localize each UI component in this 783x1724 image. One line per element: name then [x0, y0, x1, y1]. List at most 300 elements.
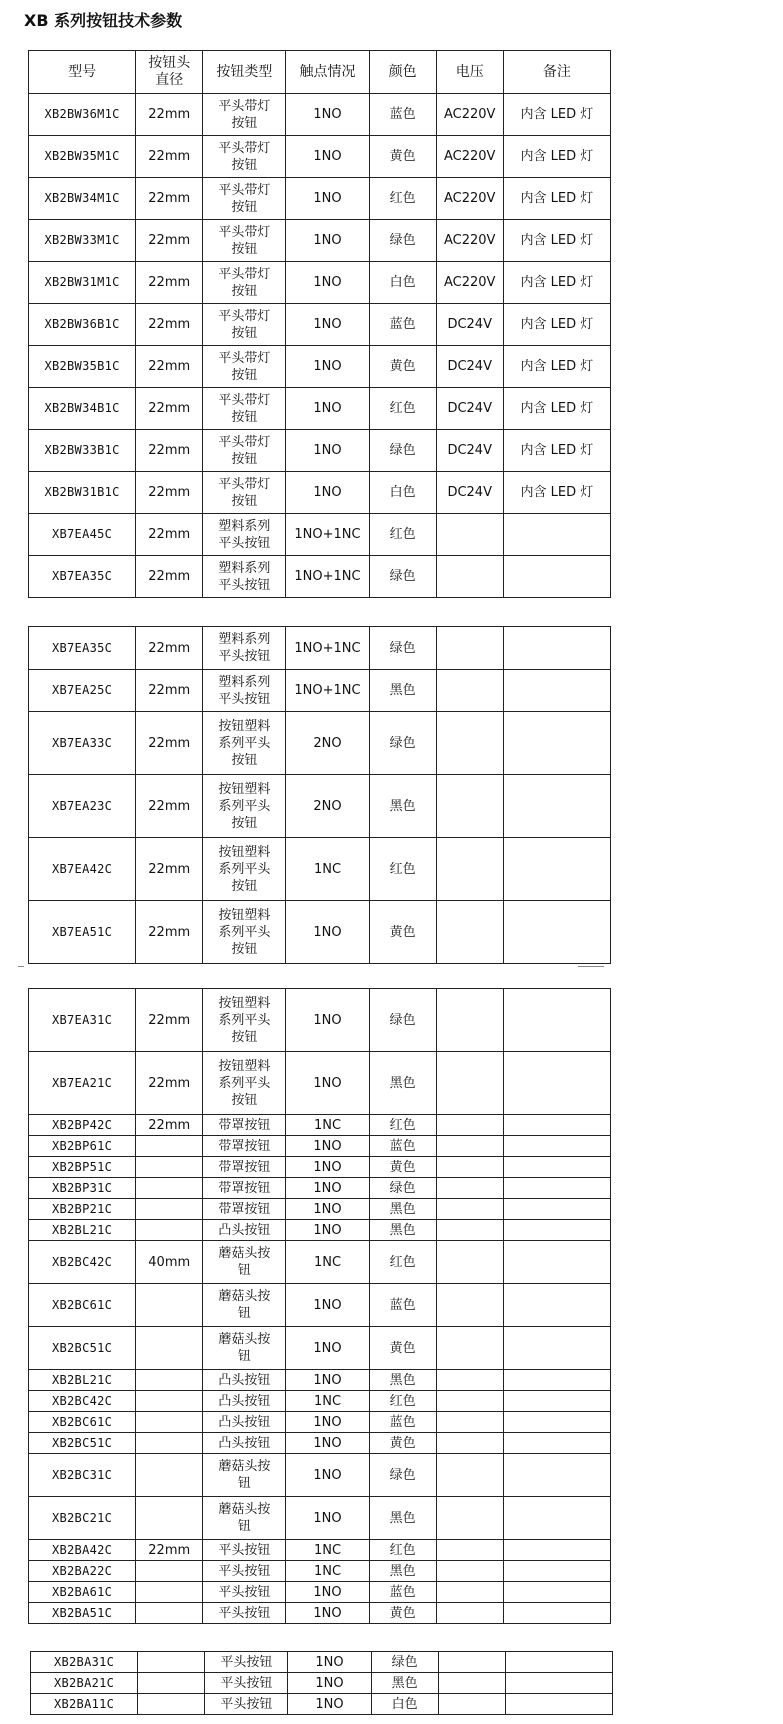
table-row — [29, 1433, 611, 1454]
cell-color: 黄色 — [369, 901, 436, 964]
cell-contact: 1NC — [286, 1391, 369, 1412]
table-row — [29, 1582, 611, 1603]
cell-model: XB2BA61C — [29, 1582, 136, 1603]
cell-dia: 22mm — [136, 989, 203, 1052]
cell-model: XB2BW34M1C — [29, 178, 136, 220]
cell-note: 内含 LED 灯 — [503, 178, 610, 220]
cell-model: XB7EA21C — [29, 1052, 136, 1115]
table-row — [29, 1412, 611, 1433]
cell-color: 红色 — [369, 388, 436, 430]
cell-text-line: 系列平头 — [218, 861, 271, 877]
cell-voltage: AC220V — [436, 178, 503, 220]
cell-note — [503, 556, 610, 598]
cell-type: 凸头按钮 — [203, 1370, 286, 1391]
cell-color: 红色 — [369, 838, 436, 901]
cell-note — [503, 838, 610, 901]
cell-color: 黄色 — [369, 136, 436, 178]
cell-note — [503, 1582, 610, 1603]
cell-type — [203, 514, 286, 556]
cell-color: 绿色 — [369, 1178, 436, 1199]
table-row — [29, 838, 611, 901]
cell-type — [203, 388, 286, 430]
table-row — [29, 670, 611, 712]
cell-dia: 22mm — [136, 262, 203, 304]
cell-type — [203, 304, 286, 346]
cell-contact: 1NO — [288, 1673, 371, 1694]
cell-type — [203, 220, 286, 262]
cell-text-line: 塑料系列 — [218, 560, 271, 576]
cell-text-line: 塑料系列 — [218, 674, 271, 690]
cell-text-line: 钮 — [237, 1519, 251, 1534]
page-title: XB 系列按钮技术参数 — [24, 11, 183, 30]
cell-note — [503, 1284, 610, 1327]
cell-dia — [136, 1220, 203, 1241]
cell-note — [503, 1497, 610, 1540]
cell-voltage — [436, 1370, 503, 1391]
cell-note — [503, 1327, 610, 1370]
cell-voltage: AC220V — [436, 94, 503, 136]
cell-contact: 1NO — [286, 1178, 369, 1199]
table-row — [29, 388, 611, 430]
cell-contact: 1NO+1NC — [286, 556, 369, 598]
cell-contact: 1NO — [286, 1157, 369, 1178]
cell-model: XB2BC42C — [29, 1391, 136, 1412]
cell-text-line: 按钮 — [231, 752, 258, 768]
cell-color: 红色 — [369, 1540, 436, 1561]
spec-table-section-4 — [30, 1651, 613, 1715]
cell-contact: 1NC — [286, 838, 369, 901]
cell-voltage — [436, 1220, 503, 1241]
column-header — [136, 51, 203, 94]
cell-note: 内含 LED 灯 — [503, 430, 610, 472]
cell-dia — [136, 1178, 203, 1199]
cell-color: 蓝色 — [369, 94, 436, 136]
table-row — [29, 1603, 611, 1624]
cell-dia: 22mm — [136, 775, 203, 838]
cell-contact: 1NO — [286, 178, 369, 220]
cell-note — [505, 1652, 612, 1673]
cell-text-line: 平头按钮 — [218, 691, 271, 707]
cell-voltage — [436, 1157, 503, 1178]
cell-text-line: 按钮塑料 — [218, 781, 271, 797]
cell-voltage — [438, 1694, 505, 1715]
cell-voltage — [436, 627, 503, 670]
cell-contact: 2NO — [286, 712, 369, 775]
cell-model: XB2BC31C — [29, 1454, 136, 1497]
cell-text-line: 平头带灯 — [218, 140, 271, 156]
cell-color: 黄色 — [369, 346, 436, 388]
cell-model: XB2BL21C — [29, 1370, 136, 1391]
cell-color: 红色 — [369, 1115, 436, 1136]
cell-model: XB2BA31C — [31, 1652, 138, 1673]
cell-text-line: 平头带灯 — [218, 434, 271, 450]
table-row — [29, 178, 611, 220]
cell-text-line: 钮 — [237, 1263, 251, 1278]
cell-note — [503, 670, 610, 712]
cell-text-line: 按钮 — [231, 325, 258, 341]
cell-text-line: 平头带灯 — [218, 350, 271, 366]
cell-text-line: 平头按钮 — [218, 535, 271, 551]
cell-text-line: 按钮 — [231, 241, 258, 257]
cell-color: 黑色 — [369, 775, 436, 838]
cell-text-line: 蘑菇头按 — [218, 1332, 271, 1347]
cell-type — [203, 989, 286, 1052]
cell-text-line: 平头带灯 — [218, 98, 271, 114]
cell-text-line: 平头按钮 — [218, 649, 271, 664]
cell-note — [505, 1694, 612, 1715]
cell-text-line: 按钮塑料 — [218, 844, 271, 860]
cell-type: 凸头按钮 — [203, 1433, 286, 1454]
cell-contact: 1NO — [286, 1052, 369, 1115]
cell-text-line: 系列平头 — [218, 798, 271, 814]
cell-contact: 1NO — [286, 388, 369, 430]
table-row — [29, 262, 611, 304]
cell-voltage: AC220V — [436, 262, 503, 304]
cell-note — [503, 1052, 610, 1115]
cell-text-line: 按钮 — [231, 451, 258, 467]
cell-text-line: 系列平头 — [218, 1012, 271, 1028]
page-break-line — [578, 966, 604, 967]
cell-note: 内含 LED 灯 — [503, 262, 610, 304]
cell-model: XB2BW31M1C — [29, 262, 136, 304]
cell-text-line: 蘑菇头按 — [218, 1246, 271, 1261]
spec-table-section-2 — [28, 626, 611, 964]
table-row — [29, 94, 611, 136]
cell-model: XB2BW34B1C — [29, 388, 136, 430]
cell-type — [203, 1284, 286, 1327]
cell-dia: 22mm — [136, 838, 203, 901]
cell-voltage — [436, 1052, 503, 1115]
cell-model: XB7EA51C — [29, 901, 136, 964]
cell-color: 黑色 — [369, 1199, 436, 1220]
cell-dia — [136, 1412, 203, 1433]
spec-table-section-1 — [28, 50, 611, 598]
cell-voltage — [436, 712, 503, 775]
cell-contact: 1NC — [286, 1241, 369, 1284]
table-row — [31, 1673, 613, 1694]
cell-contact: 1NO+1NC — [286, 514, 369, 556]
column-header — [203, 51, 286, 94]
cell-dia: 40mm — [136, 1241, 203, 1284]
cell-model: XB2BA11C — [31, 1694, 138, 1715]
table-row — [29, 304, 611, 346]
cell-note — [503, 1433, 610, 1454]
cell-text-line: 按钮塑料 — [218, 995, 271, 1011]
cell-color: 绿色 — [369, 989, 436, 1052]
cell-color: 黄色 — [369, 1157, 436, 1178]
cell-voltage — [436, 775, 503, 838]
cell-dia — [138, 1652, 205, 1673]
cell-model: XB7EA35C — [29, 627, 136, 670]
cell-color: 白色 — [371, 1694, 438, 1715]
table-row — [29, 901, 611, 964]
cell-text-line: 平头带灯 — [218, 476, 271, 492]
cell-type: 平头按钮 — [203, 1582, 286, 1603]
cell-type — [203, 94, 286, 136]
cell-color: 黄色 — [369, 1603, 436, 1624]
spec-table-section-3 — [28, 988, 611, 1624]
cell-type: 带罩按钮 — [203, 1199, 286, 1220]
cell-type: 带罩按钮 — [203, 1157, 286, 1178]
cell-model: XB7EA25C — [29, 670, 136, 712]
cell-note — [503, 1241, 610, 1284]
column-header-text: 按钮头 — [148, 55, 191, 71]
cell-model: XB2BW36B1C — [29, 304, 136, 346]
cell-color: 蓝色 — [369, 1136, 436, 1157]
table-row — [29, 1327, 611, 1370]
cell-model: XB2BA22C — [29, 1561, 136, 1582]
cell-type: 带罩按钮 — [203, 1178, 286, 1199]
cell-note — [503, 627, 610, 670]
table-row — [29, 472, 611, 514]
cell-text-line: 钮 — [237, 1476, 251, 1491]
cell-contact: 1NO — [286, 1603, 369, 1624]
cell-color: 绿色 — [369, 556, 436, 598]
cell-type — [203, 472, 286, 514]
column-header-text: 颜色 — [388, 63, 417, 80]
cell-type — [203, 1454, 286, 1497]
cell-voltage — [436, 1178, 503, 1199]
column-header-text: 按钮类型 — [216, 63, 273, 80]
cell-dia: 22mm — [136, 1052, 203, 1115]
cell-dia — [136, 1582, 203, 1603]
table-row — [29, 1178, 611, 1199]
cell-contact: 1NO — [286, 220, 369, 262]
cell-contact: 1NO — [286, 1433, 369, 1454]
cell-note — [503, 775, 610, 838]
cell-model: XB7EA45C — [29, 514, 136, 556]
cell-voltage — [436, 1540, 503, 1561]
cell-voltage: AC220V — [436, 136, 503, 178]
column-header-text: 备注 — [542, 63, 571, 80]
table-row — [29, 1052, 611, 1115]
cell-model: XB2BW35B1C — [29, 346, 136, 388]
cell-model: XB2BP42C — [29, 1115, 136, 1136]
cell-note — [503, 901, 610, 964]
cell-model: XB7EA42C — [29, 838, 136, 901]
cell-text-line: 按钮 — [231, 815, 258, 831]
cell-text-line: 按钮 — [231, 1092, 258, 1108]
cell-contact: 1NO — [286, 989, 369, 1052]
page-break-line — [18, 966, 24, 967]
cell-contact: 1NO — [286, 430, 369, 472]
cell-dia: 22mm — [136, 178, 203, 220]
cell-color: 绿色 — [369, 627, 436, 670]
cell-dia — [136, 1199, 203, 1220]
cell-dia: 22mm — [136, 304, 203, 346]
cell-text-line: 按钮 — [231, 878, 258, 894]
cell-type — [203, 1327, 286, 1370]
cell-dia — [136, 1454, 203, 1497]
cell-text-line: 按钮塑料 — [218, 1058, 271, 1074]
cell-note: 内含 LED 灯 — [503, 94, 610, 136]
cell-text-line: 按钮 — [231, 493, 258, 509]
cell-color: 红色 — [369, 178, 436, 220]
cell-dia: 22mm — [136, 430, 203, 472]
cell-model: XB2BC61C — [29, 1412, 136, 1433]
cell-dia — [136, 1391, 203, 1412]
cell-voltage — [436, 514, 503, 556]
cell-contact: 1NO — [286, 1454, 369, 1497]
cell-model: XB7EA33C — [29, 712, 136, 775]
cell-type: 平头按钮 — [205, 1673, 288, 1694]
table-row — [29, 1497, 611, 1540]
cell-text-line: 平头带灯 — [218, 182, 271, 198]
cell-type: 平头按钮 — [203, 1540, 286, 1561]
cell-color: 黄色 — [369, 1433, 436, 1454]
cell-voltage — [436, 989, 503, 1052]
cell-contact: 1NO+1NC — [286, 670, 369, 712]
cell-model: XB7EA31C — [29, 989, 136, 1052]
cell-type — [203, 346, 286, 388]
cell-model: XB2BC51C — [29, 1327, 136, 1370]
cell-dia — [136, 1433, 203, 1454]
cell-model: XB2BW31B1C — [29, 472, 136, 514]
cell-note — [503, 1220, 610, 1241]
cell-dia: 22mm — [136, 388, 203, 430]
table-row — [29, 627, 611, 670]
cell-note: 内含 LED 灯 — [503, 388, 610, 430]
cell-model: XB2BP21C — [29, 1199, 136, 1220]
cell-type — [203, 901, 286, 964]
column-header — [369, 51, 436, 94]
cell-color: 黑色 — [369, 1220, 436, 1241]
cell-note: 内含 LED 灯 — [503, 346, 610, 388]
table-row — [29, 220, 611, 262]
cell-color: 黑色 — [371, 1673, 438, 1694]
cell-dia: 22mm — [136, 627, 203, 670]
cell-contact: 1NO — [288, 1652, 371, 1673]
cell-dia — [136, 1497, 203, 1540]
cell-contact: 1NO — [286, 136, 369, 178]
column-header — [503, 51, 610, 94]
cell-voltage — [436, 670, 503, 712]
cell-note — [503, 1136, 610, 1157]
cell-model: XB7EA23C — [29, 775, 136, 838]
cell-contact: 1NO+1NC — [286, 627, 369, 670]
table-row — [29, 1157, 611, 1178]
table-row — [29, 136, 611, 178]
cell-contact: 1NO — [286, 346, 369, 388]
cell-type: 带罩按钮 — [203, 1136, 286, 1157]
cell-type — [203, 1052, 286, 1115]
cell-color: 蓝色 — [369, 1412, 436, 1433]
cell-contact: 1NC — [286, 1115, 369, 1136]
cell-text-line: 按钮塑料 — [218, 718, 271, 734]
cell-contact: 1NO — [288, 1694, 371, 1715]
cell-model: XB2BC42C — [29, 1241, 136, 1284]
cell-text-line: 塑料系列 — [218, 632, 271, 647]
cell-dia: 22mm — [136, 1115, 203, 1136]
cell-text-line: 蘑菇头按 — [218, 1502, 271, 1517]
cell-dia: 22mm — [136, 94, 203, 136]
cell-type: 平头按钮 — [205, 1694, 288, 1715]
cell-color: 白色 — [369, 262, 436, 304]
table-row — [29, 1454, 611, 1497]
cell-note — [503, 989, 610, 1052]
cell-contact: 1NO — [286, 304, 369, 346]
cell-type — [203, 1497, 286, 1540]
cell-voltage — [436, 1327, 503, 1370]
cell-text-line: 钮 — [237, 1349, 251, 1364]
cell-text-line: 按钮 — [231, 199, 258, 215]
cell-voltage — [436, 901, 503, 964]
cell-color: 蓝色 — [369, 304, 436, 346]
cell-note — [503, 712, 610, 775]
cell-dia — [138, 1673, 205, 1694]
cell-type — [203, 556, 286, 598]
table-row — [29, 346, 611, 388]
cell-voltage: DC24V — [436, 388, 503, 430]
cell-note — [503, 1561, 610, 1582]
cell-model: XB2BW33M1C — [29, 220, 136, 262]
cell-color: 绿色 — [371, 1652, 438, 1673]
cell-type: 平头按钮 — [203, 1603, 286, 1624]
cell-voltage: DC24V — [436, 304, 503, 346]
table-row — [29, 1220, 611, 1241]
cell-color: 绿色 — [369, 1454, 436, 1497]
cell-model: XB2BW36M1C — [29, 94, 136, 136]
cell-voltage — [438, 1652, 505, 1673]
table-row — [29, 1540, 611, 1561]
cell-contact: 1NO — [286, 1136, 369, 1157]
table-row — [29, 1199, 611, 1220]
cell-voltage: AC220V — [436, 220, 503, 262]
cell-note — [503, 1540, 610, 1561]
cell-note — [503, 1370, 610, 1391]
cell-voltage — [436, 1433, 503, 1454]
cell-text-line: 按钮 — [231, 409, 258, 425]
cell-contact: 1NO — [286, 1582, 369, 1603]
cell-model: XB2BW35M1C — [29, 136, 136, 178]
cell-type — [203, 627, 286, 670]
column-header-text: 直径 — [155, 72, 184, 88]
cell-dia: 22mm — [136, 346, 203, 388]
table-row — [29, 712, 611, 775]
cell-type — [203, 712, 286, 775]
cell-model: XB2BC61C — [29, 1284, 136, 1327]
cell-text-line: 按钮 — [231, 367, 258, 383]
table-row — [29, 1284, 611, 1327]
cell-dia: 22mm — [136, 136, 203, 178]
cell-dia: 22mm — [136, 1540, 203, 1561]
cell-dia — [136, 1136, 203, 1157]
cell-text-line: 按钮 — [231, 157, 258, 173]
cell-type: 凸头按钮 — [203, 1391, 286, 1412]
cell-dia — [136, 1370, 203, 1391]
cell-color: 黑色 — [369, 1052, 436, 1115]
cell-color: 白色 — [369, 472, 436, 514]
cell-model: XB2BC21C — [29, 1497, 136, 1540]
cell-type — [203, 775, 286, 838]
cell-contact: 1NO — [286, 1497, 369, 1540]
table-header-row — [29, 51, 611, 94]
cell-model: XB2BA21C — [31, 1673, 138, 1694]
cell-voltage — [436, 556, 503, 598]
cell-contact: 1NO — [286, 1327, 369, 1370]
cell-color: 黑色 — [369, 1497, 436, 1540]
cell-type — [203, 136, 286, 178]
cell-color: 蓝色 — [369, 1284, 436, 1327]
cell-dia: 22mm — [136, 901, 203, 964]
cell-voltage — [436, 1582, 503, 1603]
table-row — [29, 775, 611, 838]
cell-note: 内含 LED 灯 — [503, 304, 610, 346]
cell-text-line: 按钮 — [231, 283, 258, 299]
cell-dia: 22mm — [136, 220, 203, 262]
cell-note — [503, 1178, 610, 1199]
cell-note: 内含 LED 灯 — [503, 472, 610, 514]
